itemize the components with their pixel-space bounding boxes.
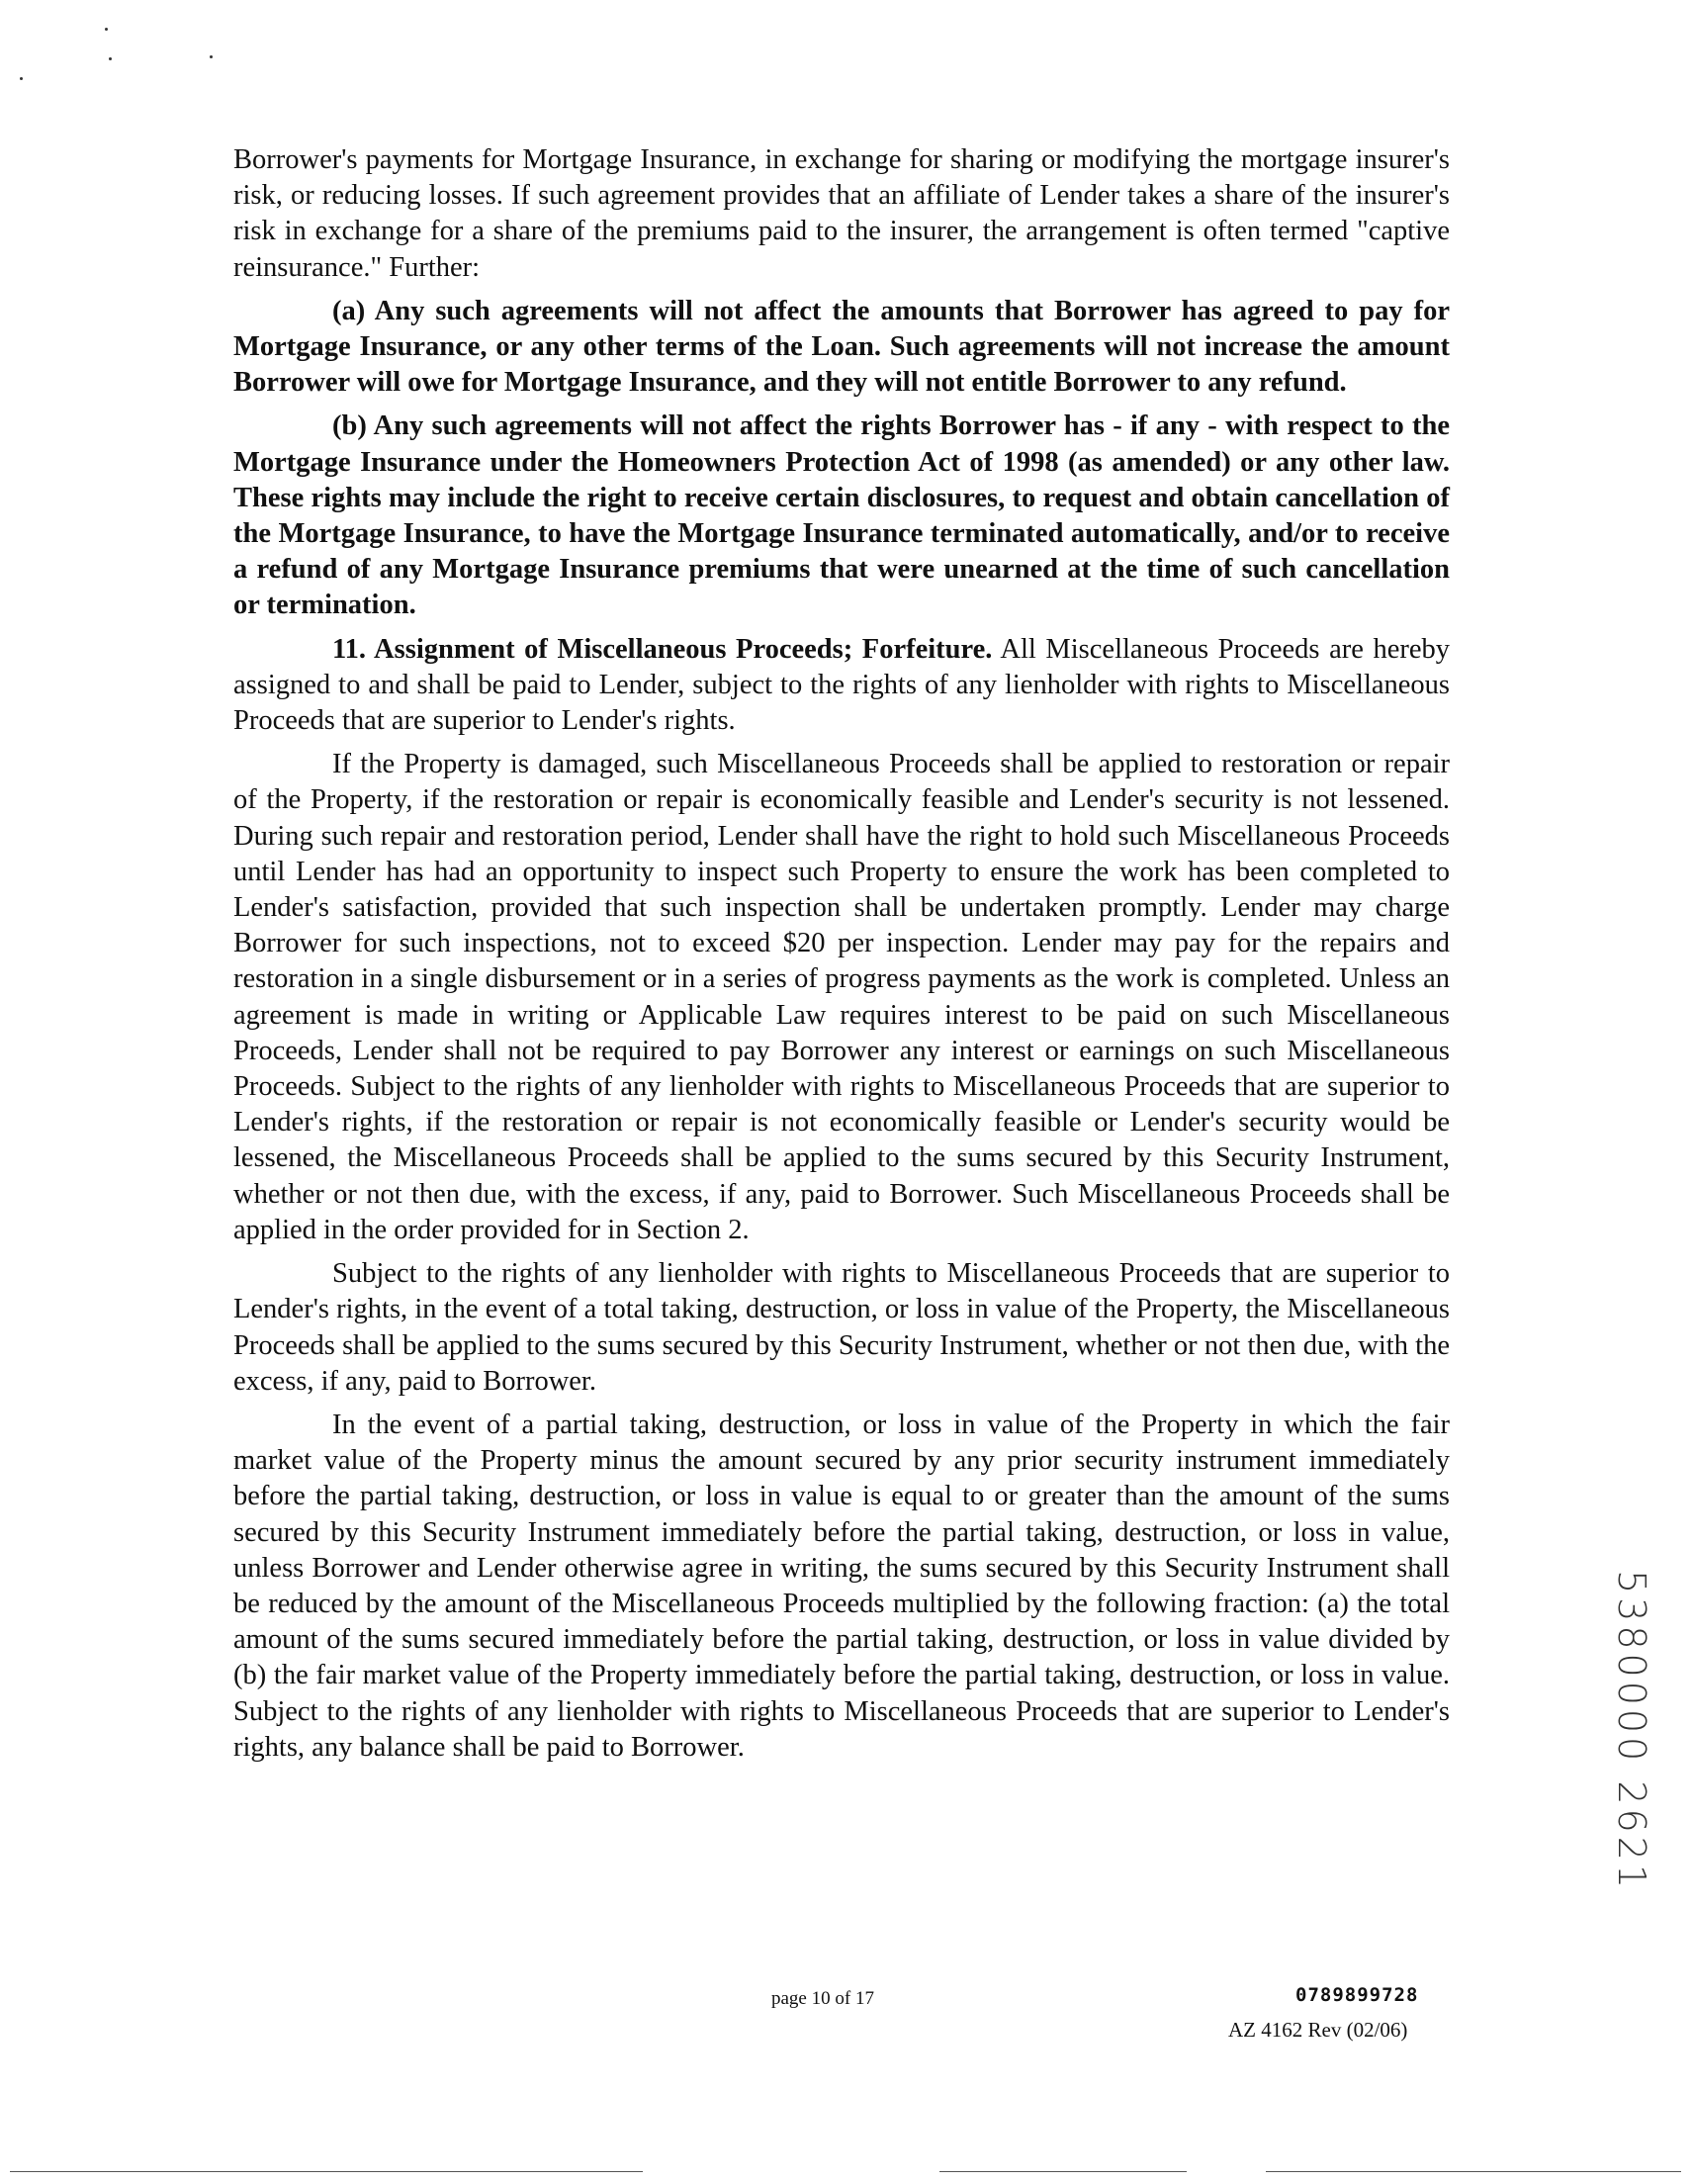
scan-edge-line [1266, 2171, 1681, 2172]
recording-number: 5380000 2621 [1610, 1569, 1653, 1893]
scan-speck [20, 77, 23, 80]
paragraph-total-taking: Subject to the rights of any lienholder with rights to Miscellaneous Proceeds that are superior to Lender's rights, in the event of a total taking, destruction, or loss in value of the Property, the Miscellaneous Proceeds shall be applied to the sums secured by this Security Instrument, whether or not then due, with the excess, if any, paid to Borrower. [233, 1258, 1450, 1397]
paragraph-partial-taking: In the event of a partial taking, destruction, or loss in value of the Property in which the fair market value of the Property minus the amount secured by any prior security instrument immediately before the partial taking, destruction, or loss in value is equal to or greater than the amount of the sums secured by this Security Instrument immediately before the partial taking, destruction, or loss in value, unless Borrower and Lender otherwise agree in writing, the sums secured by this Security Instrument shall be reduced by the amount of the Miscellaneous Proceeds multiplied by the following fraction: (a) the total amount of the sums secured immediately before the partial taking, destruction, or loss in value divided by (b) the fair market value of the Property immediately before the partial taking, destruction, or loss in value. Subject to the rights of any lienholder with rights to Miscellaneous Proceeds that are superior to Lender's rights, any balance shall be paid to Borrower. [233, 1409, 1450, 1763]
form-identifier: AZ 4162 Rev (02/06) [1228, 2018, 1408, 2042]
paragraph-clause-a: (a) Any such agreements will not affect the amounts that Borrower has agreed to pay for Mortgage Insurance, or any other terms of the Loan. Such agreements will not increase the amount Borrower will owe for Mortgage Insurance, and they will not entitle Borrower to any refund. [233, 295, 1450, 399]
scan-edge-line [10, 2171, 643, 2172]
page-number: page 10 of 17 [771, 1988, 874, 2009]
paragraph-mortgage-insurance-intro: Borrower's payments for Mortgage Insurance, in exchange for sharing or modifying the mortgage insurer's risk, or reducing losses. If such agreement provides that an affiliate of Lender takes a share of the insurer's risk in exchange for a share of the premiums paid to the insurer, the arrangement is often termed "captive reinsurance." Further: [233, 144, 1450, 283]
document-body [233, 142, 1450, 1766]
scan-speck [109, 57, 112, 60]
paragraph-section-11 [233, 632, 1450, 740]
paragraph-property-damaged: If the Property is damaged, such Miscellaneous Proceeds shall be applied to restoration or repair of the Property, if the restoration or repair is economically feasible and Lender's security is not lessened. During such repair and restoration period, Lender shall have the right to hold such Miscellaneous Proceeds until Lender has had an opportunity to inspect such Property to ensure the work has been completed to Lender's satisfaction, provided that such inspection shall be undertaken promptly. Lender may charge Borrower for such inspections, not to exceed $20 per inspection. Lender may pay for the repairs and restoration in a single disbursement or in a series of progress payments as the work is completed. Unless an agreement is made in writing or Applicable Law requires interest to be paid on such Miscellaneous Proceeds, Lender shall not be required to pay Borrower any interest or earnings on such Miscellaneous Proceeds. Subject to the rights of any lienholder with rights to Miscellaneous Proceeds that are superior to Lender's rights, if the restoration or repair is not economically feasible or Lender's security would be lessened, the Miscellaneous Proceeds shall be applied to the sums secured by this Security Instrument, whether or not then due, with the excess, if any, paid to Borrower. Such Miscellaneous Proceeds shall be applied in the order provided for in Section 2. [233, 749, 1450, 1245]
recording-number-stamp [1602, 1569, 1661, 1893]
section-11-text: All Miscellaneous Proceeds are hereby assigned to and shall be paid to Lender, subject to the rights of any lienholder with rights to Miscellaneous Proceeds that are superior to Lender's rights. [233, 633, 1451, 737]
loan-number: 0789899728 [1295, 1984, 1419, 2006]
section-11-heading: 11. Assignment of Miscellaneous Proceeds; Forfeiture. [332, 633, 993, 665]
paragraph-clause-b: (b) Any such agreements will not affect the rights Borrower has - if any - with respect to the Mortgage Insurance under the Homeowners Protection Act of 1998 (as amended) or any other law. These rights may include the right to receive certain disclosures, to request and obtain cancellation of the Mortgage Insurance, to have the Mortgage Insurance terminated automatically, and/or to receive a refund of any Mortgage Insurance premiums that were unearned at the time of such cancellation or termination. [233, 410, 1450, 621]
scan-speck [105, 28, 108, 31]
scan-edge-line [939, 2171, 1187, 2172]
scan-speck [210, 55, 213, 58]
